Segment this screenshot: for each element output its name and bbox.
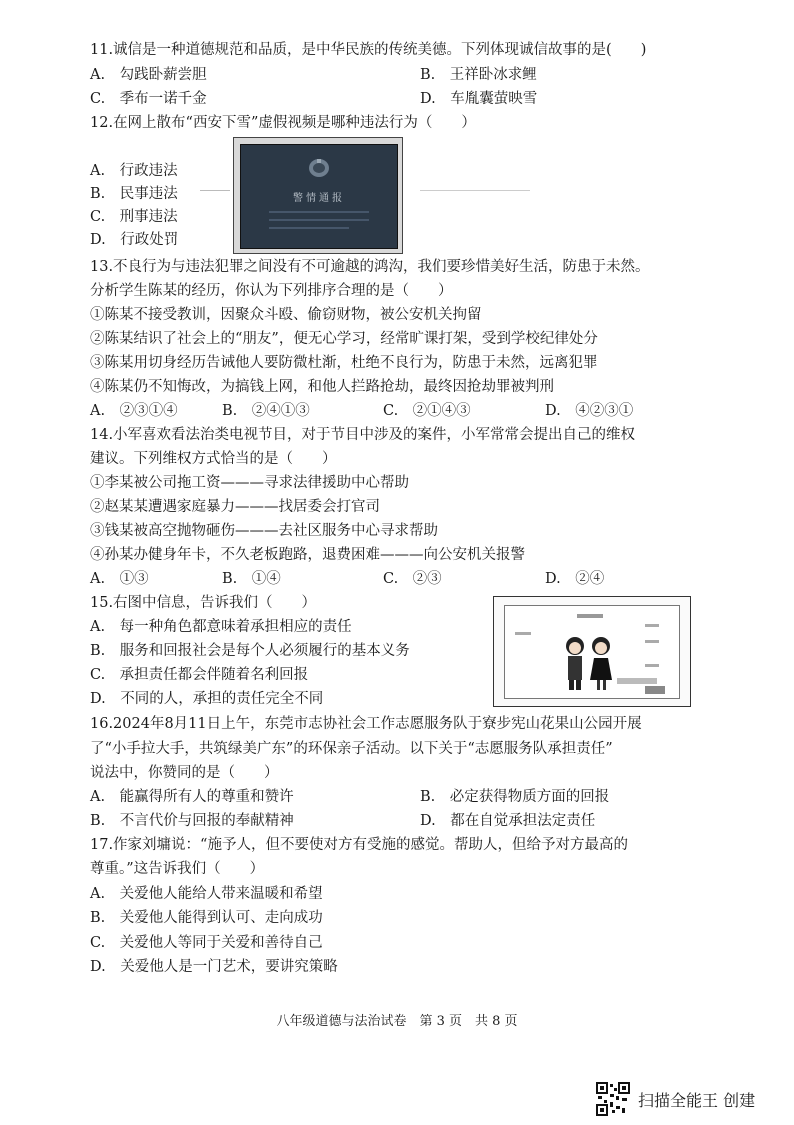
- q13-statement-1: ①陈某不接受教训，因聚众斗殴、偷窃财物，被公安机关拘留: [90, 307, 482, 323]
- q11-option-b: B. 王祥卧冰求鲤: [420, 67, 537, 83]
- q14-statement-1: ①李某被公司拖工资———寻求法律援助中心帮助: [90, 475, 409, 491]
- q13-option-b: B. ②④①③: [222, 403, 310, 419]
- q12-option-a: A. 行政违法: [90, 163, 178, 179]
- q17-stem-line1: 17.作家刘墉说：“施予人，但不要使对方有受施的感觉。帮助人，但给予对方最高的: [90, 837, 628, 853]
- q14-statement-2: ②赵某某遭遇家庭暴力———找居委会打官司: [90, 499, 380, 515]
- q15-stem: 15.右图中信息，告诉我们（ ）: [90, 595, 317, 611]
- cartoon-couple-illustration: [493, 596, 691, 707]
- q13-option-a: A. ②③①④: [90, 403, 178, 419]
- q16-stem-line2: 了“小手拉大手，共筑绿美广东”的环保亲子活动。以下关于“志愿服务队承担责任”: [90, 741, 613, 757]
- q13-option-c: C. ②①④③: [383, 403, 471, 419]
- q12-option-c: C. 刑事违法: [90, 209, 178, 225]
- q12-option-d: D. 行政处罚: [90, 232, 179, 248]
- q16-stem-line1: 16.2024年8月11日上午，东莞市志协社会工作志愿服务队于寮步宪山花果山公园开展: [90, 716, 642, 732]
- q15-option-c: C. 承担责任都会伴随着名利回报: [90, 667, 309, 683]
- q14-option-a: A. ①③: [90, 571, 149, 587]
- q16-option-c: B. 不言代价与回报的奉献精神: [90, 813, 294, 829]
- q17-stem-line2: 尊重。”这告诉我们（ ）: [90, 861, 265, 877]
- scanner-watermark: [596, 1082, 755, 1116]
- q14-stem-line1: 14.小军喜欢看法治类电视节目，对于节目中涉及的案件，小军常常会提出自己的维权: [90, 427, 636, 443]
- qr-code-icon: [596, 1082, 630, 1116]
- q15-option-b: B. 服务和回报社会是每个人必须履行的基本义务: [90, 643, 410, 659]
- q15-option-a: A. 每一种角色都意味着承担相应的责任: [90, 619, 352, 635]
- q13-stem-line1: 13.不良行为与违法犯罪之间没有不可逾越的鸿沟，我们要珍惜美好生活，防患于未然。: [90, 259, 650, 275]
- q16-option-b: B. 必定获得物质方面的回报: [420, 789, 610, 805]
- q14-statement-3: ③钱某被高空抛物砸伤———去社区服务中心寻求帮助: [90, 523, 438, 539]
- q11-option-a: A. 勾践卧薪尝胆: [90, 67, 207, 83]
- q14-stem-line2: 建议。下列维权方式恰当的是（ ）: [90, 451, 337, 467]
- police-notice-caption: 警情通报: [293, 193, 345, 204]
- q13-stem-line2: 分析学生陈某的经历，你认为下列排序合理的是（ ）: [90, 283, 453, 299]
- police-badge-icon: [307, 157, 331, 179]
- q12-option-b: B. 民事违法: [90, 186, 178, 202]
- q16-option-a: A. 能赢得所有人的尊重和赞许: [90, 789, 294, 805]
- scanner-text: 扫描全能王 创建: [638, 1090, 756, 1110]
- q17-option-b: B. 关爱他人能得到认可、走向成功: [90, 910, 323, 926]
- q13-option-d: D. ④②③①: [545, 403, 634, 419]
- q13-statement-3: ③陈某用切身经历告诫他人要防微杜渐，杜绝不良行为，防患于未然，远离犯罪: [90, 355, 598, 371]
- q16-stem-line3: 说法中，你赞同的是（ ）: [90, 765, 279, 781]
- q14-option-b: B. ①④: [222, 571, 281, 587]
- q14-statement-4: ④孙某办健身年卡，不久老板跑路，退费困难———向公安机关报警: [90, 547, 525, 563]
- q13-statement-4: ④陈某仍不知悔改，为搞钱上网，和他人拦路抢劫，最终因抢劫罪被判刑: [90, 379, 554, 395]
- q15-option-d: D. 不同的人，承担的责任完全不同: [90, 691, 324, 707]
- q17-option-a: A. 关爱他人能给人带来温暖和希望: [90, 886, 323, 902]
- q11-option-d: D. 车胤囊萤映雪: [420, 91, 538, 107]
- q14-option-c: C. ②③: [383, 571, 442, 587]
- q16-option-d: D. 都在自觉承担法定责任: [420, 813, 596, 829]
- q17-option-c: C. 关爱他人等同于关爱和善待自己: [90, 935, 323, 951]
- police-notice-image: [233, 137, 403, 254]
- q11-stem: 11.诚信是一种道德规范和品质，是中华民族的传统美德。下列体现诚信故事的是( ): [90, 42, 647, 58]
- q12-stem: 12.在网上散布“西安下雪”虚假视频是哪种违法行为（ ）: [90, 115, 476, 131]
- page-footer: 八年级道德与法治试卷 第 3 页 共 8 页: [276, 1014, 518, 1029]
- q11-option-c: C. 季布一诺千金: [90, 91, 207, 107]
- q13-statement-2: ②陈某结识了社会上的“朋友”，便无心学习，经常旷课打架，受到学校纪律处分: [90, 331, 598, 347]
- q17-option-d: D. 关爱他人是一门艺术，要讲究策略: [90, 959, 338, 975]
- q14-option-d: D. ②④: [545, 571, 605, 587]
